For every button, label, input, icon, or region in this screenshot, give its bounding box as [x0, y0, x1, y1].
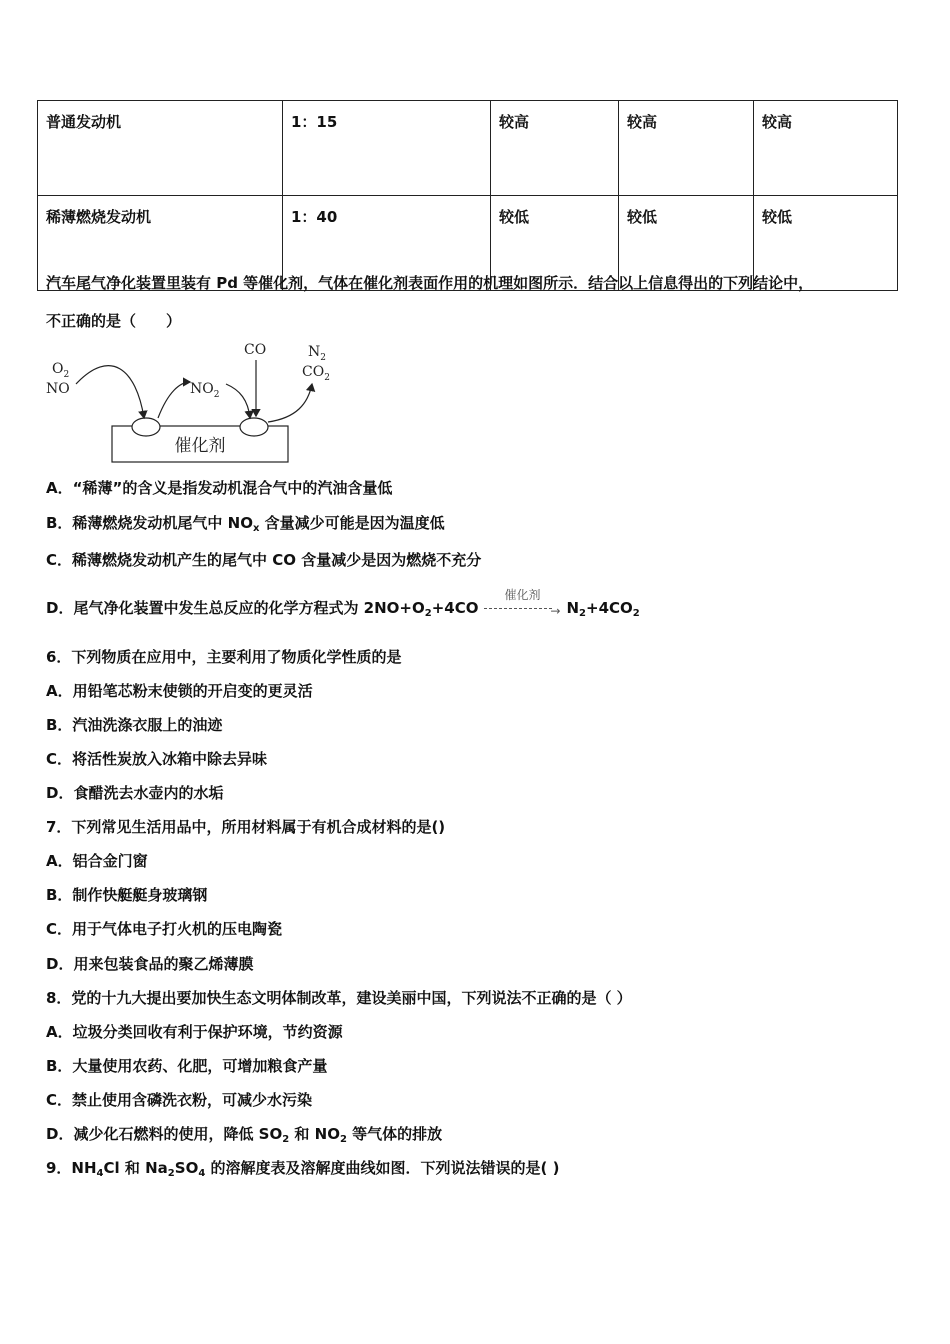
no-label: NO	[46, 381, 70, 397]
active-site-right	[240, 418, 268, 436]
q8-option-b: B．大量使用农药、化肥，可增加粮食产量	[46, 1057, 328, 1075]
catalyst-label: 催化剂	[174, 436, 226, 456]
table-row	[38, 101, 898, 196]
q8-stem: 8．党的十九大提出要加快生态文明体制改革，建设美丽中国，下列说法不正确的是（ ）	[46, 989, 632, 1007]
q7-option-c: C．用于气体电子打火机的压电陶瓷	[46, 920, 283, 938]
n2-label: $N_2$	[308, 344, 326, 363]
table-cell: 较高	[754, 101, 898, 196]
engine-comparison-table	[37, 100, 898, 291]
q8-option-d: D．减少化石燃料的使用，降低 $SO_2$ 和 $NO_2$ 等气体的排放	[46, 1125, 443, 1145]
no2-label: $NO_2$	[190, 381, 220, 400]
q7-option-a: A．铝合金门窗	[46, 852, 148, 870]
catalyst-mechanism-diagram	[40, 338, 340, 468]
q7-stem: 7．下列常见生活用品中，所用材料属于有机合成材料的是()	[46, 818, 446, 836]
q6-stem: 6．下列物质在应用中，主要利用了物质化学性质的是	[46, 648, 402, 666]
reaction-arrow: 催化剂 →	[484, 599, 560, 619]
table-cell: 1：15	[283, 101, 491, 196]
q5-stem-line1: 汽车尾气净化装置里装有 Pd 等催化剂，气体在催化剂表面作用的机理如图所示．结合以上信息得出的下列结论中，	[46, 274, 814, 292]
q5-option-d: D．尾气净化装置中发生总反应的化学方程式为 $2NO+O_2+4CO$ 催化剂 → $N_2+4CO_2$	[46, 587, 640, 619]
q9-stem: 9．$NH_4Cl$ 和 $Na_2SO_4$ 的溶解度表及溶解度曲线如图．下列说法错误的是( )	[46, 1159, 560, 1179]
active-site-left	[132, 418, 160, 436]
co2-label: $CO_2$	[302, 364, 330, 383]
table-cell: 较高	[491, 101, 619, 196]
table-cell: 1：40	[283, 196, 491, 291]
arrow-reactants-in	[76, 366, 144, 418]
arrow-no2-in	[226, 384, 250, 418]
q6-option-d: D．食醋洗去水壶内的水垢	[46, 784, 224, 802]
table-cell: 较低	[619, 196, 754, 291]
q5-option-c: C．稀薄燃烧发动机产生的尾气中 CO 含量减少是因为燃烧不充分	[46, 551, 482, 569]
table-cell: 较低	[754, 196, 898, 291]
co-label: CO	[244, 342, 267, 358]
table-cell: 较高	[619, 101, 754, 196]
q7-option-b: B．制作快艇艇身玻璃钢	[46, 886, 208, 904]
q5-stem-line2: 不正确的是（ ）	[46, 312, 182, 330]
q5-option-b: B．稀薄燃烧发动机尾气中 $NO_x$ 含量减少可能是因为温度低	[46, 514, 445, 534]
q7-option-d: D．用来包装食品的聚乙烯薄膜	[46, 955, 254, 973]
q6-option-c: C．将活性炭放入冰箱中除去异味	[46, 750, 268, 768]
q8-option-c: C．禁止使用含磷洗衣粉，可减少水污染	[46, 1091, 313, 1109]
table-cell: 普通发动机	[38, 101, 283, 196]
arrow-products-out	[268, 384, 312, 422]
q8-option-a: A．垃圾分类回收有利于保护环境，节约资源	[46, 1023, 343, 1041]
table-cell: 稀薄燃烧发动机	[38, 196, 283, 291]
o2-label: $O_2$	[52, 361, 70, 380]
q5-option-a: A．“稀薄”的含义是指发动机混合气中的汽油含量低	[46, 479, 393, 497]
arrow-no2-out	[158, 382, 190, 418]
q6-option-b: B．汽油洗涤衣服上的油迹	[46, 716, 223, 734]
table-cell: 较低	[491, 196, 619, 291]
q6-option-a: A．用铅笔芯粉末使锁的开启变的更灵活	[46, 682, 313, 700]
